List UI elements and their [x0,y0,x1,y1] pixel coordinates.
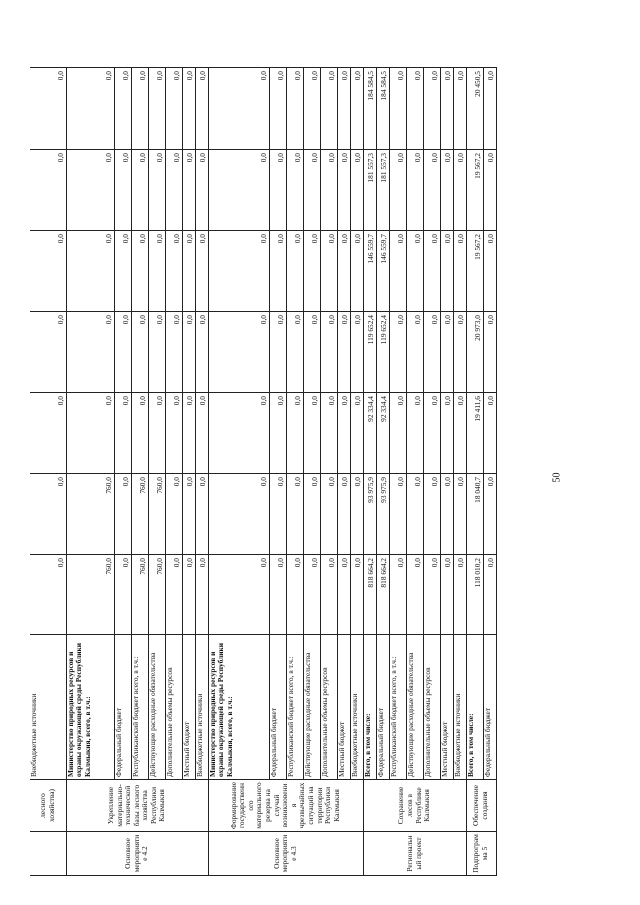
cell-value: 0,0 [131,393,148,474]
cell-value: 118 010,2 [466,555,483,635]
source-cell: Всего, в том числе: [466,635,483,780]
cell-value: 0,0 [337,393,350,474]
cell-value: 0,0 [320,393,337,474]
cell-value: 0,0 [165,555,182,635]
source-cell: Республиканский бюджет всего, в т.ч.: [389,635,406,780]
cell-value: 0,0 [286,231,303,312]
cell-value: 0,0 [453,231,466,312]
cell-value: 0,0 [269,555,286,635]
source-cell: Дополнительные объемы ресурсов [165,635,182,780]
cell-value: 0,0 [66,312,114,393]
cell-value: 0,0 [350,312,363,393]
table-row [406,68,423,876]
cell-value: 0,0 [66,150,114,231]
cell-value: 0,0 [286,393,303,474]
cell-value: 0,0 [406,231,423,312]
cell-value: 0,0 [423,393,440,474]
cell-value: 181 557,3 [376,150,389,231]
cell-value: 119 652,4 [376,312,389,393]
cell-value: 0,0 [303,474,320,555]
cell-value: 0,0 [269,393,286,474]
cell-value: 0,0 [320,231,337,312]
cell-value: 93 975,9 [363,474,376,555]
cell-value: 0,0 [208,474,269,555]
cell-value: 0,0 [208,393,269,474]
cell-value: 0,0 [337,312,350,393]
cell-value: 0,0 [286,150,303,231]
cell-value: 0,0 [148,68,165,150]
cell-value: 0,0 [406,68,423,150]
table-row [182,68,195,876]
cell-value: 0,0 [66,231,114,312]
cell-value: 760,0 [131,555,148,635]
cell-value: 0,0 [483,312,496,393]
cell-value: 0,0 [389,474,406,555]
cell-value: 0,0 [350,68,363,150]
cell-value: 0,0 [208,312,269,393]
cell-value: 0,0 [350,150,363,231]
cell-value: 0,0 [165,68,182,150]
cell-value: 0,0 [423,150,440,231]
cell-value: 0,0 [286,68,303,150]
table-row [453,68,466,876]
cell-value: 0,0 [208,231,269,312]
cell-value: 0,0 [182,231,195,312]
cell-value: 19 567,2 [466,231,483,312]
cell-value: 184 584,5 [376,68,389,150]
source-cell: Федеральный бюджет [114,635,131,780]
cell-value: 0,0 [350,393,363,474]
source-cell: Местный бюджет [440,635,453,780]
cell-value: 0,0 [286,474,303,555]
cell-value: 0,0 [269,312,286,393]
cell-value: 0,0 [182,393,195,474]
table-row [66,68,114,876]
cell-value: 0,0 [131,68,148,150]
cell-value: 0,0 [337,68,350,150]
cell-value: 0,0 [114,150,131,231]
cell-value: 0,0 [303,393,320,474]
cell-value: 0,0 [453,312,466,393]
page-number: 50 [551,472,563,483]
program-cell: Региональный проект [363,832,466,876]
cell-value: 0,0 [320,312,337,393]
table-row [350,68,363,876]
cell: Внебюджетные источники [30,635,66,780]
measure-cell: Укрепление материально-технической базы лесного хозяйства Республики Калмыкия [66,780,208,832]
cell-value: 0,0 [182,555,195,635]
cell-value: 93 975,9 [376,474,389,555]
cell-value: 0,0 [453,150,466,231]
cell-value: 0,0 [350,555,363,635]
cell-value: 0,0 [182,150,195,231]
cell-value: 0,0 [440,68,453,150]
cell-value: 0,0 [303,312,320,393]
table-row [208,68,269,876]
cell-value: 19 567,2 [466,150,483,231]
cell-value: 20 973,0 [466,312,483,393]
cell-value: 0,0 [30,555,66,635]
cell-value: 0,0 [483,150,496,231]
cell-value: 760,0 [148,555,165,635]
table-row [269,68,286,876]
cell-value: 0,0 [406,312,423,393]
cell-value: 0,0 [269,231,286,312]
cell-value: 0,0 [350,231,363,312]
cell-value: 0,0 [440,231,453,312]
cell-value: 0,0 [483,68,496,150]
cell-value: 20 450,5 [466,68,483,150]
table-row [423,68,440,876]
cell-value: 0,0 [208,150,269,231]
cell-value: 0,0 [453,555,466,635]
cell-value: 0,0 [114,312,131,393]
cell-value: 0,0 [453,68,466,150]
cell-value: 0,0 [114,231,131,312]
cell-value: 19 411,6 [466,393,483,474]
cell-value: 0,0 [66,393,114,474]
cell-value: 0,0 [66,68,114,150]
cell-value: 0,0 [208,68,269,150]
cell-value: 0,0 [114,393,131,474]
table-row [363,68,376,876]
cell-value: 0,0 [182,312,195,393]
cell-value: 0,0 [148,231,165,312]
cell-value: 818 664,2 [376,555,389,635]
budget-table [30,67,497,876]
table-row [131,68,148,876]
cell-value: 0,0 [208,555,269,635]
source-cell: Федеральный бюджет [269,635,286,780]
cell-value: 0,0 [483,555,496,635]
cell-value: 181 557,3 [363,150,376,231]
table-row [376,68,389,876]
cell-value: 0,0 [423,312,440,393]
cell: лесного хозяйства) [30,780,66,832]
cell-value: 0,0 [440,150,453,231]
cell-value: 0,0 [320,555,337,635]
source-cell: Местный бюджет [182,635,195,780]
cell-value: 0,0 [182,474,195,555]
cell-value: 0,0 [195,555,208,635]
table-row [466,68,483,876]
cell-value: 0,0 [483,231,496,312]
cell-value: 0,0 [440,393,453,474]
cell-value: 92 334,4 [363,393,376,474]
source-cell: Республиканский бюджет всего, в т.ч.: [131,635,148,780]
cell-value: 0,0 [131,312,148,393]
source-cell: Действующие расходные обязательства [148,635,165,780]
cell-value: 0,0 [165,393,182,474]
cell-value: 0,0 [303,231,320,312]
cell-value: 184 584,5 [363,68,376,150]
cell-value: 146 559,7 [363,231,376,312]
table-row [286,68,303,876]
cell-value: 0,0 [195,312,208,393]
cell-value: 0,0 [483,393,496,474]
table-row [337,68,350,876]
cell-value: 0,0 [114,555,131,635]
cell-value: 0,0 [423,68,440,150]
source-cell: Всего, в том числе: [363,635,376,780]
cell-value: 0,0 [337,150,350,231]
cell-value: 0,0 [389,150,406,231]
cell-value: 0,0 [440,312,453,393]
cell-value: 0,0 [30,474,66,555]
source-cell: Федеральный бюджет [483,635,496,780]
table-row [195,68,208,876]
measure-cell: Обеспечение создания [466,780,496,832]
cell-value: 0,0 [195,150,208,231]
source-cell: Внебюджетные источники [350,635,363,780]
table-row [148,68,165,876]
source-cell: Федеральный бюджет [376,635,389,780]
cell-value: 0,0 [286,312,303,393]
cell-value: 0,0 [286,555,303,635]
cell-value: 0,0 [453,393,466,474]
cell-value: 0,0 [195,393,208,474]
cell-value: 760,0 [66,555,114,635]
source-cell: Дополнительные объемы ресурсов [423,635,440,780]
cell-value: 0,0 [320,474,337,555]
source-cell: Министерство природных ресурсов и охраны окружающей среды Республики Калмыкия, всего, в т.ч.: [66,635,114,780]
cell-value: 0,0 [195,231,208,312]
cell-value: 0,0 [303,555,320,635]
source-cell: Действующие расходные обязательства [406,635,423,780]
cell-value: 0,0 [440,555,453,635]
table-row [483,68,496,876]
cell-value: 0,0 [269,68,286,150]
cell-value: 0,0 [30,68,66,150]
measure-cell: Формирование государственного материального резерва на случай возникновения чрезвычайных ситуаций на территории Республики Калмыкия [208,780,363,832]
cell-value: 0,0 [337,555,350,635]
source-cell: Внебюджетные источники [195,635,208,780]
cell-value: 0,0 [30,393,66,474]
cell-value: 0,0 [269,150,286,231]
cell-value: 0,0 [269,474,286,555]
cell-value: 0,0 [406,555,423,635]
source-cell: Республиканский бюджет всего, в т.ч.: [286,635,303,780]
cell-value: 0,0 [389,555,406,635]
measure-cell: Сохранение лесов в Республике Калмыкия [363,780,466,832]
cell-value: 0,0 [389,393,406,474]
table-row [165,68,182,876]
table-row [389,68,406,876]
source-cell: Дополнительные объемы ресурсов [320,635,337,780]
cell-value: 0,0 [303,68,320,150]
cell-value: 0,0 [30,231,66,312]
cell-value: 818 664,2 [363,555,376,635]
table-row [440,68,453,876]
cell-value: 0,0 [195,68,208,150]
source-cell: Местный бюджет [337,635,350,780]
cell-value: 760,0 [66,474,114,555]
cell-value: 0,0 [114,474,131,555]
table-row [30,68,66,876]
cell-value: 0,0 [320,68,337,150]
cell-value: 0,0 [423,231,440,312]
source-cell: Внебюджетные источники [453,635,466,780]
cell-value: 0,0 [30,312,66,393]
cell-value: 0,0 [165,231,182,312]
cell-value: 0,0 [406,393,423,474]
cell-value: 0,0 [453,474,466,555]
cell-value: 0,0 [337,474,350,555]
cell-value: 0,0 [406,150,423,231]
cell-value: 0,0 [423,474,440,555]
cell-value: 0,0 [114,68,131,150]
cell-value: 0,0 [423,555,440,635]
cell-value: 0,0 [350,474,363,555]
cell-value: 0,0 [165,150,182,231]
cell-value: 0,0 [195,474,208,555]
rotated-page [30,68,525,876]
cell-value: 0,0 [320,150,337,231]
cell-value: 18 040,7 [466,474,483,555]
table-row [320,68,337,876]
cell-value: 0,0 [389,312,406,393]
cell-value: 0,0 [182,68,195,150]
cell-value: 0,0 [148,312,165,393]
program-cell: Основное мероприятие 4.3 [208,832,363,876]
cell [30,832,66,876]
program-cell: Основное мероприятие 4.2 [66,832,208,876]
cell-value: 0,0 [165,474,182,555]
source-cell: Министерство природных ресурсов и охраны окружающей среды Республики Калмыкия, всего, в т.ч.: [208,635,269,780]
cell-value: 0,0 [30,150,66,231]
cell-value: 0,0 [148,393,165,474]
cell-value: 0,0 [148,150,165,231]
table-row [303,68,320,876]
cell-value: 0,0 [303,150,320,231]
table-row [114,68,131,876]
cell-value: 119 652,4 [363,312,376,393]
cell-value: 760,0 [131,474,148,555]
cell-value: 0,0 [483,474,496,555]
cell-value: 0,0 [131,231,148,312]
cell-value: 0,0 [389,231,406,312]
cell-value: 760,0 [148,474,165,555]
cell-value: 0,0 [131,150,148,231]
cell-value: 0,0 [440,474,453,555]
cell-value: 92 334,4 [376,393,389,474]
cell-value: 0,0 [406,474,423,555]
cell-value: 146 559,7 [376,231,389,312]
cell-value: 0,0 [165,312,182,393]
cell-value: 0,0 [337,231,350,312]
program-cell: Подпрограмма 5 [466,832,496,876]
source-cell: Действующие расходные обязательства [303,635,320,780]
cell-value: 0,0 [389,68,406,150]
